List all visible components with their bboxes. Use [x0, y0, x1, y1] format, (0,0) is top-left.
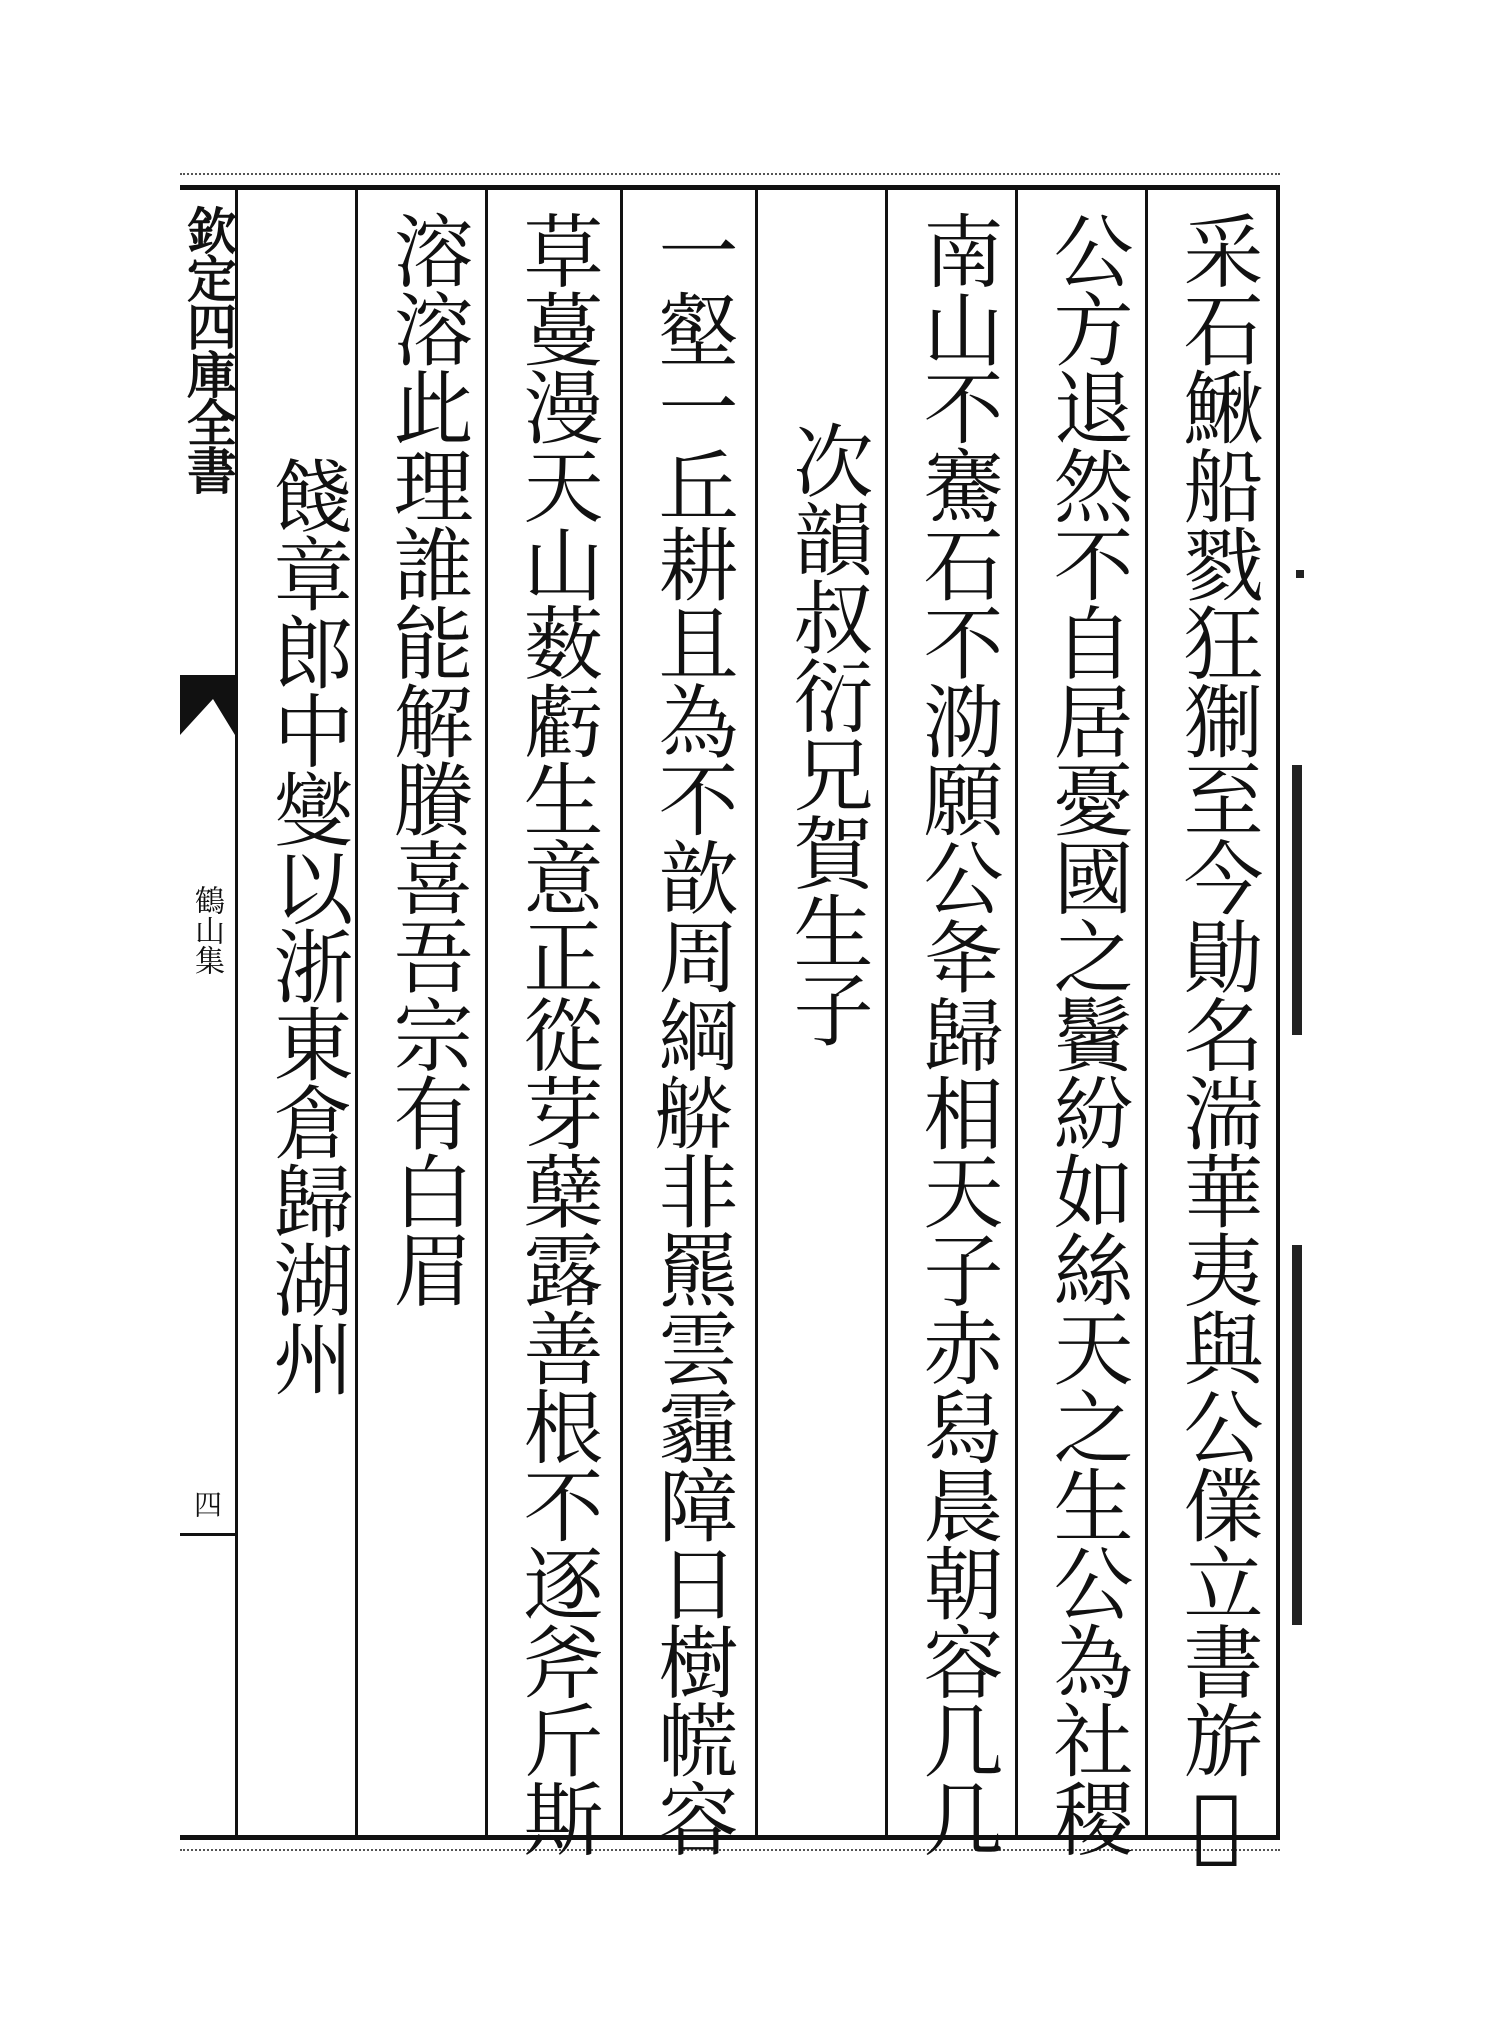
- page-number: 四: [190, 1490, 223, 1518]
- text-column-7: [355, 185, 488, 1840]
- fishtail-mark: [180, 675, 235, 735]
- binding-mark: [1292, 1245, 1302, 1625]
- binding-mark: [1292, 765, 1302, 1035]
- margin-column: [180, 185, 238, 1840]
- column-text: 次韻叔衍兄賀生子: [780, 420, 873, 1048]
- column-text: 一壑一丘耕且為不歆周綱𦩎非羆雲霾障日樹㡛容: [645, 210, 738, 1857]
- column-text: 公方退然不自居憂國之鬢紛如絲天之生公為社稷: [1040, 210, 1133, 1857]
- text-column-5: [620, 185, 758, 1857]
- frame-top-dotted-rule: [180, 173, 1280, 178]
- column-text: 溶溶此理誰能解賸喜吾宗有白眉: [380, 210, 473, 1308]
- text-column-4: [755, 185, 888, 1840]
- page-frame: [179, 185, 1280, 1870]
- column-text: 南山不騫石不泐願公夅歸相天子赤舄晨朝容几几: [910, 210, 1003, 1857]
- text-column-6: [485, 185, 623, 1857]
- column-text: 餞章郎中燮以浙東倉歸湖州: [260, 455, 353, 1396]
- text-column-1: [1145, 185, 1283, 1870]
- column-text: 采石鰍船戮狂猘至今勛名湍華夷與公㒒立書旂𢧐: [1170, 210, 1263, 1870]
- collection-title: 欽定四庫全書: [179, 205, 238, 493]
- column-text: 草蔓漫天山薮虧生意正從芽蘖露善根不逐斧斤斯: [510, 210, 603, 1857]
- text-column-3: [885, 185, 1018, 1857]
- binding-dot: [1296, 570, 1304, 578]
- text-column-8: [235, 185, 358, 1840]
- page-number-rule: [180, 1533, 235, 1536]
- text-column-2: [1015, 185, 1148, 1857]
- book-title: 鶴山集: [189, 885, 224, 975]
